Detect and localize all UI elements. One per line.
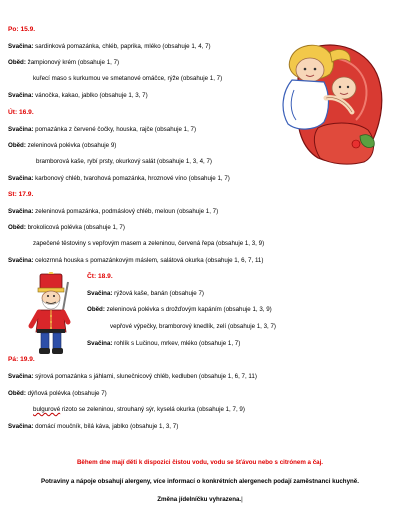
day-heading-tuesday: Út: 16.9.: [8, 109, 34, 116]
thursday-lunch-main: vepřové výpečky, bramborový knedlík, zelí (obsahuje 1, 3, 7): [110, 323, 276, 330]
thursday-lunch-soup: Oběd: zeleninová polévka s drožďovým kapáním (obsahuje 1, 3, 9): [87, 306, 272, 313]
friday-lunch-soup: Oběd: dýňová polévka (obsahuje 7): [8, 390, 107, 397]
tuesday-snack2: Svačina: karbonový chléb, tvarohová pomazánka, hroznové víno (obsahuje 1, 7): [8, 175, 230, 182]
allergens-note: Potraviny a nápoje obsahují alergeny, více informací o konkrétních alergenech podají zaměstnanci kuchyně.: [41, 478, 359, 485]
monday-lunch-soup: Oběd: žampionový krém (obsahuje 1, 7): [8, 59, 120, 66]
girl-hugging-illustration: [272, 40, 388, 166]
friday-snack1: Svačina: sýrová pomazánka s jáhlami, slunečnicový chléb, kedluben (obsahuje 1, 6, 7, 11): [8, 373, 257, 380]
day-heading-friday: Pá: 19.9.: [8, 356, 35, 363]
nutcracker-illustration: [22, 272, 82, 358]
day-heading-thursday: Čt: 18.9.: [87, 273, 113, 280]
monday-snack1: Svačina: sardinková pomazánka, chléb, paprika, mléko (obsahuje 1, 4, 7): [8, 43, 211, 50]
day-heading-monday: Po: 15.9.: [8, 26, 36, 33]
friday-snack2: Svačina: domácí moučník, bílá káva, jablko (obsahuje 1, 3, 7): [8, 423, 179, 430]
change-note: Změna jídelníčku vyhrazena.|: [157, 496, 243, 503]
thursday-snack2: Svačina: rohlík s Lučinou, mrkev, mléko (obsahuje 1, 7): [87, 340, 241, 347]
tuesday-lunch-soup: Oběd: zeleninová polévka (obsahuje 9): [8, 142, 117, 149]
wednesday-snack1: Svačina: zeleninová pomazánka, podmáslový chléb, meloun (obsahuje 1, 7): [8, 208, 219, 215]
wednesday-lunch-soup: Oběd: brokolicová polévka (obsahuje 1, 7): [8, 224, 125, 231]
wednesday-snack2: Svačina: celozrnná houska s pomazánkovým máslem, salátová okurka (obsahuje 1, 6, 7, 11): [8, 257, 264, 264]
tuesday-snack1: Svačina: pomazánka z červené čočky, houska, rajče (obsahuje 1, 7): [8, 126, 197, 133]
water-note: Během dne mají děti k dispozici čistou vodu, vodu se šťávou nebo s citrónem a čaj.: [76, 459, 324, 466]
friday-lunch-main: bulgurové rizoto se zeleninou, strouhaný sýr, kyselá okurka (obsahuje 1, 7, 9): [33, 406, 245, 413]
monday-snack2: Svačina: vánočka, kakao, jablko (obsahuje 1, 3, 7): [8, 92, 148, 99]
tuesday-lunch-main: bramborová kaše, rybí prsty, okurkový salát (obsahuje 1, 3, 4, 7): [36, 158, 212, 165]
wednesday-lunch-main: zapečené těstoviny s vepřovým masem a zeleninou, červená řepa (obsahuje 1, 3, 9): [33, 240, 265, 247]
monday-lunch-main: kuřecí maso s kurkumou ve smetanové omáčce, rýže (obsahuje 1, 7): [33, 75, 223, 82]
thursday-snack1: Svačina: rýžová kaše, banán (obsahuje 7): [87, 290, 204, 297]
day-heading-wednesday: St: 17.9.: [8, 191, 34, 198]
